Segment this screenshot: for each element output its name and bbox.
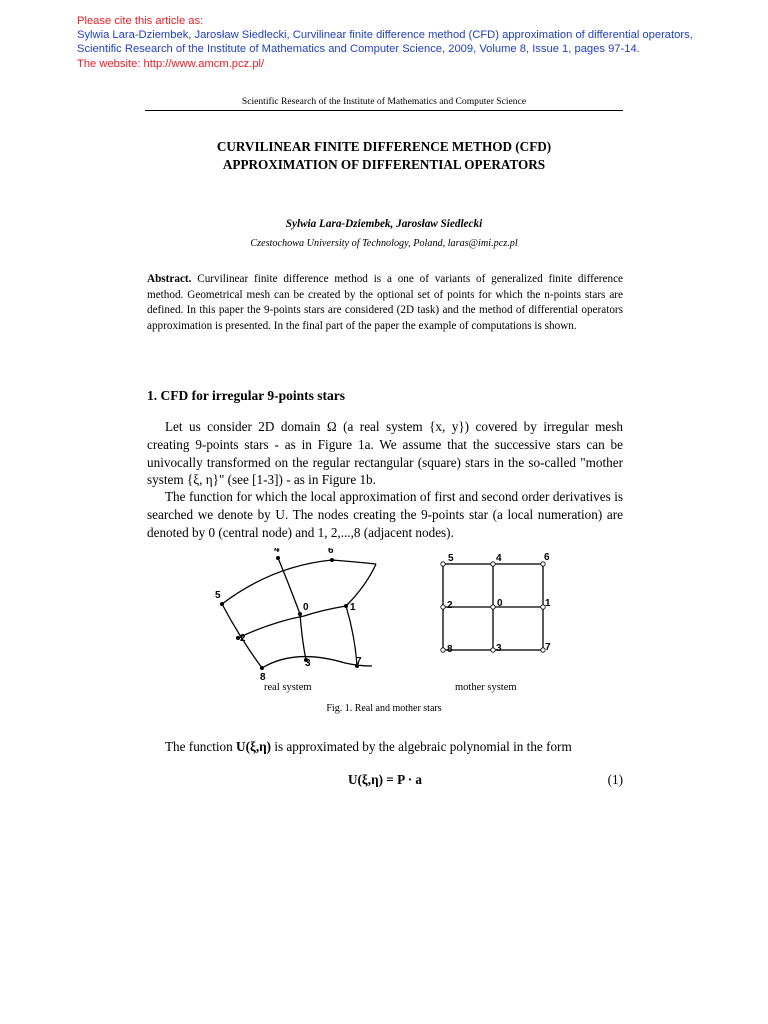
mother-node-2 bbox=[441, 605, 445, 609]
citation-block bbox=[77, 14, 697, 71]
real-node-6 bbox=[330, 558, 334, 562]
running-head: Scientific Research of the Institute of Mathematics and Computer Science bbox=[145, 96, 623, 111]
title-line-1: CURVILINEAR FINITE DIFFERENCE METHOD (CFD) bbox=[216, 139, 552, 154]
formula-before: The function bbox=[165, 739, 233, 754]
equation-1 bbox=[147, 772, 623, 792]
authors: Sylwia Lara-Dziembek, Jarosław Siedlecki bbox=[285, 218, 483, 230]
paragraph-1: Let us consider 2D domain Ω (a real system {x, y}) covered by irregular mesh creating 9-points stars - as in Figure 1a. We assume that the successive stars can be univocally transformed on the regular rectangular (square) stars in the so-called "mother system {ξ, η}" (see [1-3]) - as in Figure 1b. bbox=[147, 419, 623, 488]
real-node-1 bbox=[344, 604, 348, 608]
real-center-curve bbox=[278, 558, 306, 660]
mother-node-4 bbox=[491, 562, 495, 566]
real-top-curve bbox=[222, 560, 376, 604]
formula-intro bbox=[147, 738, 623, 756]
figure-caption: Fig. 1. Real and mother stars bbox=[326, 703, 442, 714]
paper-title bbox=[145, 138, 623, 174]
real-right-curve bbox=[346, 564, 376, 666]
figure-1-svg bbox=[200, 548, 580, 698]
paragraph-2: The function for which the local approximation of first and second order derivatives is searched we denote by U. The nodes creating the 9-points star (a local numeration) are denoted by 0 (central node) and 1, 2,...,8 (adjacent nodes). bbox=[147, 489, 623, 540]
sub-caption-real: real system bbox=[264, 682, 312, 693]
citation-website[interactable]: The website: http://www.amcm.pcz.pl/ bbox=[77, 57, 265, 70]
mother-label-6: 6 bbox=[544, 552, 550, 563]
real-label-1: 1 bbox=[350, 602, 356, 613]
real-node-0 bbox=[298, 612, 302, 616]
real-node-8 bbox=[260, 666, 264, 670]
real-label-0: 0 bbox=[303, 602, 309, 613]
mother-label-3: 3 bbox=[496, 643, 502, 654]
mother-label-7: 7 bbox=[545, 642, 551, 653]
real-star-nodes bbox=[220, 556, 359, 670]
real-label-4: 4 bbox=[274, 548, 280, 555]
citation-reference: Sylwia Lara-Dziembek, Jarosław Siedlecki, Curvilinear finite difference method (CFD) approximation of differential operators, Scientific Research of the Institute of Mathematics and Computer Science, 2009, Volume 8, Issue 1, pages 97-14. bbox=[77, 29, 693, 56]
real-label-3: 3 bbox=[305, 658, 311, 669]
mother-label-5: 5 bbox=[448, 553, 454, 564]
abstract-text: Curvilinear finite difference method is a one of variants of generalized finite difference method. Geometrical mesh can be created by the optional set of points for which the n-points stars are defined. In this paper the 9-points stars are considered (2D task) and the method of differential operators approximation is presented. In the final part of the paper the example of computations is shown. bbox=[147, 273, 624, 332]
abstract-label: Abstract. bbox=[147, 273, 192, 285]
mother-label-8: 8 bbox=[447, 644, 453, 655]
real-label-2: 2 bbox=[240, 633, 246, 644]
mother-label-2: 2 bbox=[447, 600, 453, 611]
real-star-labels bbox=[215, 548, 362, 683]
mother-node-0 bbox=[491, 605, 495, 609]
title-line-2: APPROXIMATION OF DIFFERENTIAL OPERATORS bbox=[222, 157, 546, 172]
mother-label-0: 0 bbox=[497, 598, 503, 609]
formula-after: is approximated by the algebraic polynomial in the form bbox=[274, 739, 572, 754]
mother-label-1: 1 bbox=[545, 598, 551, 609]
mother-node-5 bbox=[441, 562, 445, 566]
figure-1 bbox=[200, 548, 580, 698]
real-node-4 bbox=[276, 556, 280, 560]
affiliation: Czestochowa University of Technology, Poland, laras@imi.pcz.pl bbox=[250, 238, 518, 249]
real-middle-curve bbox=[238, 606, 346, 638]
real-node-5 bbox=[220, 602, 224, 606]
real-label-8: 8 bbox=[260, 672, 266, 683]
mother-label-4: 4 bbox=[496, 553, 502, 564]
mother-star-labels bbox=[447, 552, 551, 655]
section-heading: 1. CFD for irregular 9-points stars bbox=[147, 388, 345, 403]
citation-intro: Please cite this article as: bbox=[77, 15, 204, 27]
equation-expression: U(ξ,η) = P · a bbox=[348, 772, 422, 787]
mother-node-3 bbox=[491, 648, 495, 652]
mother-node-8 bbox=[441, 648, 445, 652]
formula-function: U(ξ,η) bbox=[236, 739, 272, 754]
real-label-6: 6 bbox=[328, 548, 334, 556]
real-label-5: 5 bbox=[215, 590, 221, 601]
real-label-7: 7 bbox=[356, 656, 362, 667]
abstract bbox=[147, 272, 623, 334]
equation-number: (1) bbox=[607, 772, 623, 787]
sub-caption-mother: mother system bbox=[455, 682, 517, 693]
